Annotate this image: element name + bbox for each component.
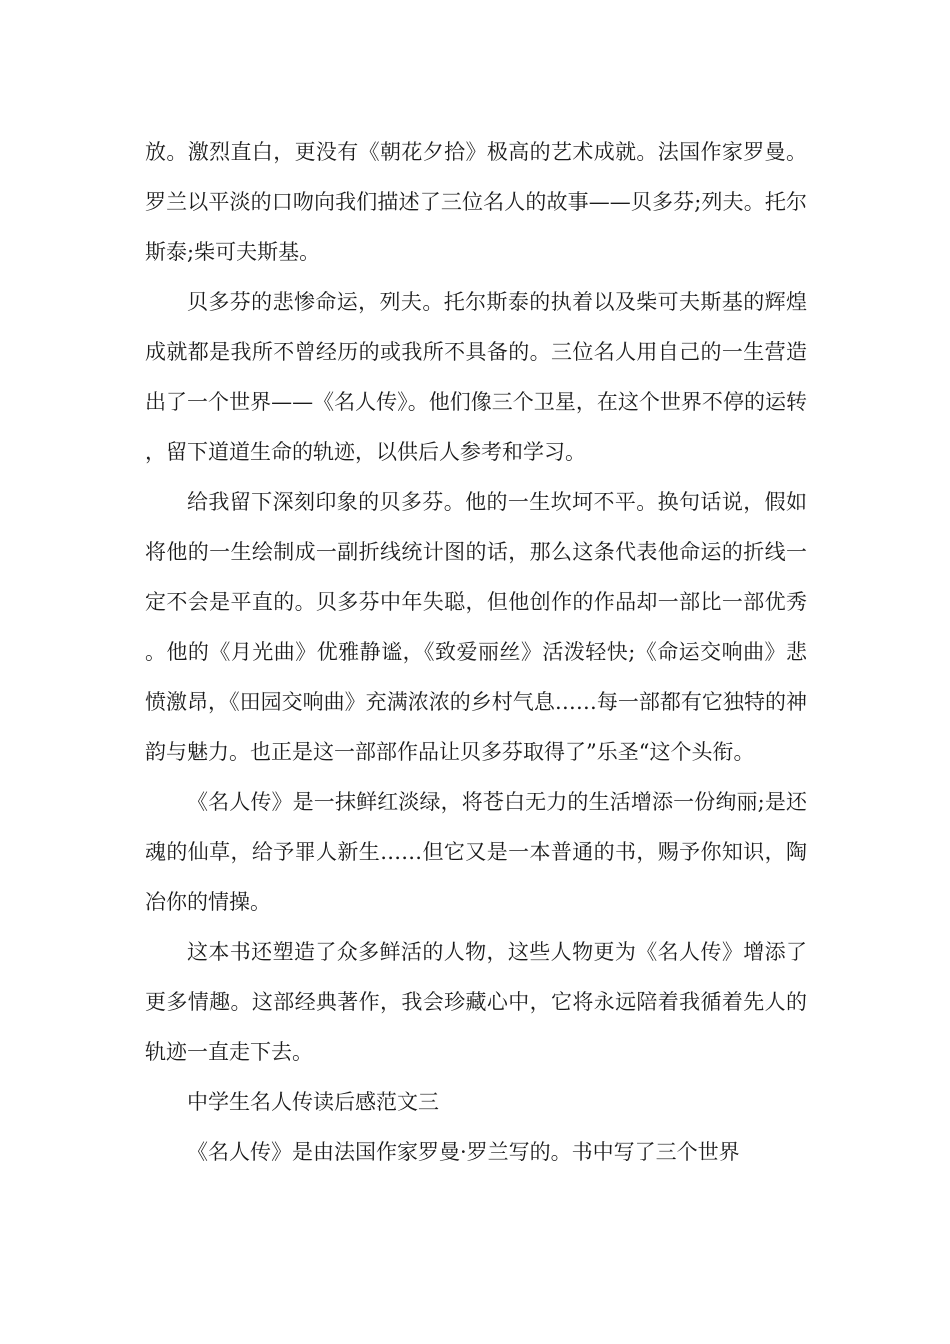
paragraph: 这本书还塑造了众多鲜活的人物，这些人物更为《名人传》增添了更多情趣。这部经典著作，我会珍藏心中，它将永远陪着我循着先人的轨迹一直走下去。 (145, 940, 807, 1064)
paragraph: 贝多芬的悲惨命运，列夫。托尔斯泰的执着以及柴可夫斯基的辉煌成就都是我所不曾经历的或我所不具备的。三位名人用自己的一生营造出了一个世界——《名人传》。他们像三个卫星，在这个世界不停的运转，留下道道生命的轨迹，以供后人参考和学习。 (145, 290, 807, 464)
paragraph: 《名人传》是由法国作家罗曼·罗兰写的。书中写了三个世界 (187, 1140, 740, 1164)
section-heading: 中学生名人传读后感范文三 (187, 1090, 439, 1114)
paragraph-continuation: 放。激烈直白，更没有《朝花夕拾》极高的艺术成就。法国作家罗曼。罗兰以平淡的口吻向我们描述了三位名人的故事——贝多芬;列夫。托尔斯泰;柴可夫斯基。 (145, 140, 807, 264)
paragraph: 《名人传》是一抹鲜红淡绿，将苍白无力的生活增添一份绚丽;是还魂的仙草，给予罪人新生……但它又是一本普通的书，赐予你知识，陶冶你的情操。 (145, 790, 807, 914)
document-body (145, 127, 807, 1177)
paragraph: 给我留下深刻印象的贝多芬。他的一生坎坷不平。换句话说，假如将他的一生绘制成一副折线统计图的话，那么这条代表他命运的折线一定不会是平直的。贝多芬中年失聪，但他创作的作品却一部比一部优秀。他的《月光曲》优雅静谧，《致爱丽丝》活泼轻快;《命运交响曲》悲愤激昂，《田园交响曲》充满浓浓的乡村气息……每一部都有它独特的神韵与魅力。也正是这一部部作品让贝多芬取得了”乐圣“这个头衔。 (145, 490, 807, 764)
